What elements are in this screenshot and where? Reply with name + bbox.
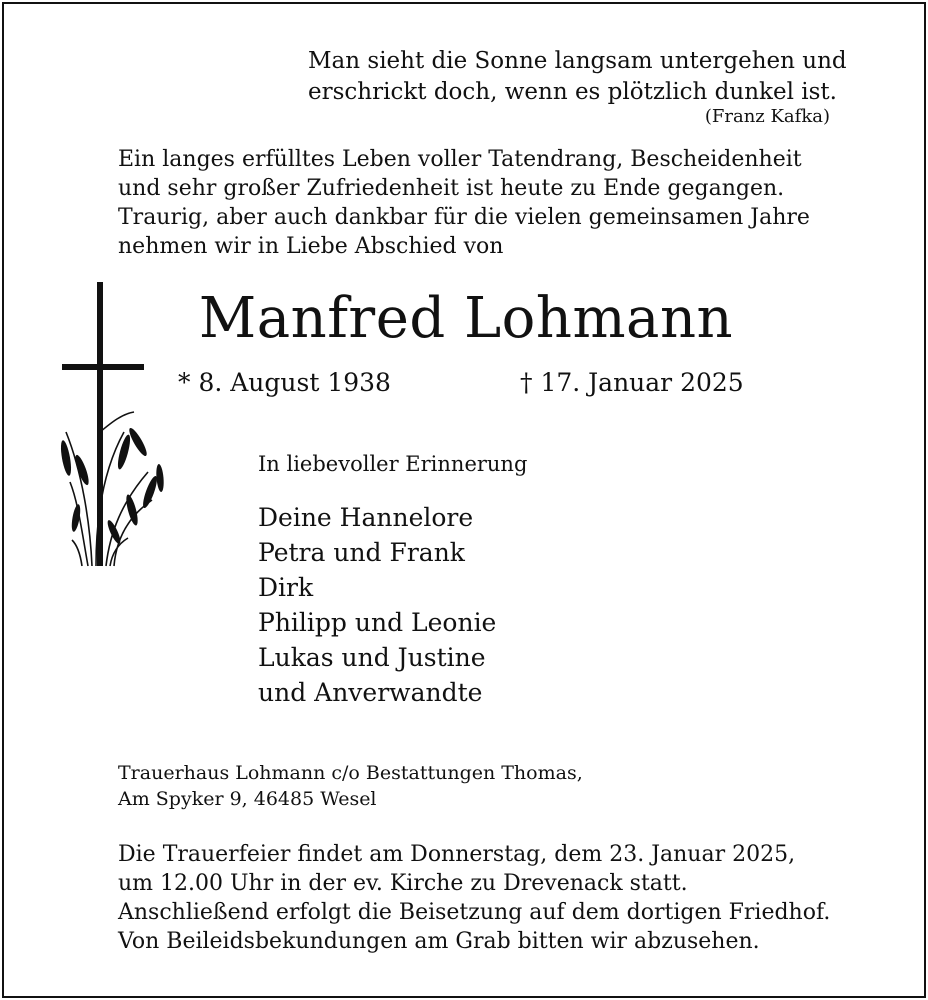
quote-line: Man sieht die Sonne langsam untergehen und xyxy=(308,48,847,74)
mourner: und Anverwandte xyxy=(258,678,483,707)
address-line: Am Spyker 9, 46485 Wesel xyxy=(118,788,377,810)
ceremony-line: Anschließend erfolgt die Beisetzung auf dem dortigen Friedhof. xyxy=(118,900,831,925)
address-line: Trauerhaus Lohmann c/o Bestattungen Thomas, xyxy=(118,762,583,784)
mourner: Dirk xyxy=(258,573,314,602)
intro-line: Ein langes erfülltes Leben voller Tatendrang, Bescheidenheit xyxy=(118,147,802,172)
deceased-name xyxy=(0,286,928,351)
mourning-address xyxy=(118,760,583,812)
ceremony-line: um 12.00 Uhr in der ev. Kirche zu Drevenack statt. xyxy=(118,871,688,896)
ceremony-info xyxy=(118,840,830,956)
intro-text xyxy=(118,145,810,261)
mourner: Philipp und Leonie xyxy=(258,608,497,637)
mourners-list xyxy=(258,500,496,710)
mourner: Deine Hannelore xyxy=(258,503,474,532)
intro-line: und sehr großer Zufriedenheit ist heute zu Ende gegangen. xyxy=(118,176,785,201)
quote-line: erschrickt doch, wenn es plötzlich dunkel ist. xyxy=(308,79,837,105)
birth-date: * 8. August 1938 xyxy=(178,368,391,397)
mourner: Petra und Frank xyxy=(258,538,465,567)
deceased-name-text: Manfred Lohmann xyxy=(198,286,734,351)
quote xyxy=(308,46,847,108)
remembrance-line: In liebevoller Erinnerung xyxy=(258,452,528,476)
mourner: Lukas und Justine xyxy=(258,643,486,672)
quote-author: (Franz Kafka) xyxy=(704,106,830,127)
ceremony-line: Von Beileidsbekundungen am Grab bitten wir abzusehen. xyxy=(118,929,760,954)
intro-line: Traurig, aber auch dankbar für die vielen gemeinsamen Jahre xyxy=(118,205,810,230)
intro-line: nehmen wir in Liebe Abschied von xyxy=(118,234,504,259)
death-date: † 17. Januar 2025 xyxy=(520,368,744,397)
ceremony-line: Die Trauerfeier findet am Donnerstag, dem 23. Januar 2025, xyxy=(118,842,796,867)
